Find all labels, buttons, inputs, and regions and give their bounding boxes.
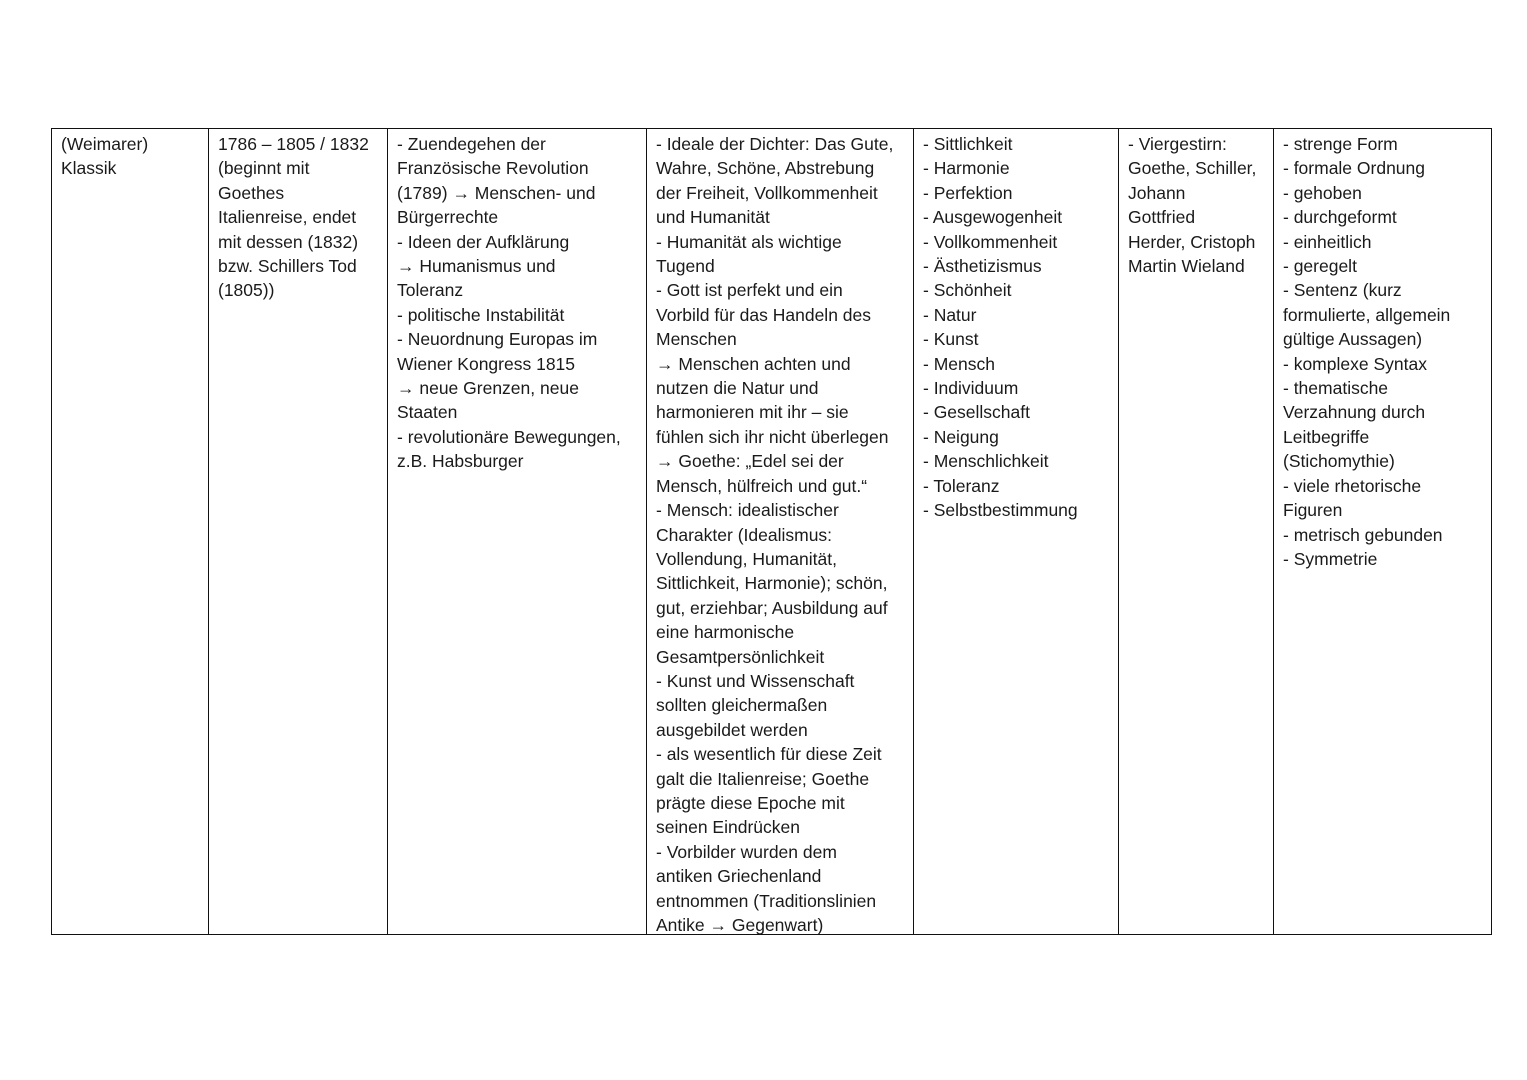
cell-text-line: - Gesellschaft <box>923 402 1030 423</box>
cell-text-line: seinen Eindrücken <box>656 817 800 838</box>
cell-text-line: z.B. Habsburger <box>397 451 524 472</box>
cell-text-line: antiken Griechenland <box>656 866 822 887</box>
cell-text-line: - Menschlichkeit <box>923 451 1049 472</box>
cell-text-line: - Natur <box>923 304 977 325</box>
cell-text-line: nutzen die Natur und <box>656 378 819 399</box>
cell-text-line: - Vollkommenheit <box>923 231 1058 252</box>
cell-text-line: Gesamtpersönlichkeit <box>656 646 825 667</box>
cell-text-line: - Symmetrie <box>1283 548 1378 569</box>
cell-text-line: Französische Revolution <box>397 158 589 179</box>
cell-text-line: - Viergestirn: <box>1128 134 1227 154</box>
cell-text-line: Staaten <box>397 402 458 423</box>
cell-text-line: gut, erziehbar; Ausbildung auf <box>656 597 888 618</box>
cell-text-line: Charakter (Idealismus: <box>656 524 833 545</box>
cell-text-line: - Kunst und Wissenschaft <box>656 670 855 691</box>
cell-text-line: gültige Aussagen) <box>1283 329 1423 350</box>
cell-text-line: - Vorbilder wurden dem <box>656 841 837 862</box>
cell-text-line: - geregelt <box>1283 256 1357 277</box>
cell-text-line: (Stichomythie) <box>1283 451 1395 472</box>
historical-background-cell <box>388 129 647 934</box>
time-period-cell <box>209 129 388 934</box>
cell-text-line: - Kunst <box>923 329 979 350</box>
cell-text-line: Gottfried <box>1128 207 1196 228</box>
cell-text-line: - durchgeformt <box>1283 207 1397 228</box>
cell-text-line: - Harmonie <box>923 158 1010 179</box>
cell-text-line: → Humanismus und <box>397 256 556 277</box>
cell-text-line: bzw. Schillers Tod <box>218 256 357 277</box>
cell-text-line: - Zuendegehen der <box>397 134 546 154</box>
authors-cell <box>1119 129 1274 934</box>
cell-text-line: - thematische <box>1283 378 1389 399</box>
cell-text-line: galt die Italienreise; Goethe <box>656 768 870 789</box>
cell-text-line: - Selbstbestimmung <box>923 500 1078 521</box>
cell-text-line: → Goethe: „Edel sei der <box>656 451 844 472</box>
cell-text-line: Italienreise, endet <box>218 207 357 228</box>
cell-text-line: - Neigung <box>923 426 999 447</box>
cell-text-line: - Individuum <box>923 378 1019 399</box>
cell-text-line: Wahre, Schöne, Abstrebung <box>656 158 875 179</box>
cell-text-line: Mensch, hülfreich und gut.“ <box>656 475 868 496</box>
cell-text-line: Verzahnung durch <box>1283 402 1426 423</box>
cell-text-line: ausgebildet werden <box>656 719 808 740</box>
cell-text-line: - gehoben <box>1283 182 1362 203</box>
worldview-cell <box>647 129 914 934</box>
key-themes-cell <box>914 129 1119 934</box>
cell-text-line: (Weimarer) <box>61 134 149 154</box>
cell-text-line: - Ideale der Dichter: Das Gute, <box>656 134 894 154</box>
cell-text-line: - Toleranz <box>923 475 1000 496</box>
cell-text-line: Tugend <box>656 256 715 277</box>
cell-text-line: - Neuordnung Europas im <box>397 329 598 350</box>
cell-text-line: - einheitlich <box>1283 231 1372 252</box>
epoch-name-cell <box>52 129 209 934</box>
cell-text-line: - Mensch <box>923 353 995 374</box>
cell-text-line: Menschen <box>656 329 737 350</box>
cell-text-line: harmonieren mit ihr – sie <box>656 402 849 423</box>
cell-text-line: → neue Grenzen, neue <box>397 378 579 399</box>
cell-text-line: (1805)) <box>218 280 275 301</box>
cell-text-line: Klassik <box>61 158 117 179</box>
cell-text-line: → Menschen achten und <box>656 353 851 374</box>
cell-text-line: - Ästhetizismus <box>923 256 1042 277</box>
cell-text-line: eine harmonische <box>656 622 795 643</box>
cell-text-line: Antike → Gegenwart) <box>656 915 824 934</box>
cell-text-line: Leitbegriffe <box>1283 426 1370 447</box>
cell-text-line: - Schönheit <box>923 280 1012 301</box>
cell-text-line: Goethe, Schiller, <box>1128 158 1257 179</box>
cell-text-line: Wiener Kongress 1815 <box>397 353 576 374</box>
cell-text-line: Martin Wieland <box>1128 256 1245 277</box>
cell-text-line: Sittlichkeit, Harmonie); schön, <box>656 573 888 594</box>
cell-text-line: fühlen sich ihr nicht überlegen <box>656 426 889 447</box>
cell-text-line: - Sentenz (kurz <box>1283 280 1402 301</box>
stylistic-features-cell <box>1274 129 1491 934</box>
cell-text-line: - revolutionäre Bewegungen, <box>397 426 621 447</box>
cell-text-line: und Humanität <box>656 207 770 228</box>
cell-text-line: formulierte, allgemein <box>1283 304 1451 325</box>
cell-text-line: - Mensch: idealistischer <box>656 500 839 521</box>
cell-text-line: Figuren <box>1283 500 1343 521</box>
cell-text-line: - Humanität als wichtige <box>656 231 842 252</box>
cell-text-line: - Ideen der Aufklärung <box>397 231 570 252</box>
epoch-table <box>51 128 1492 935</box>
cell-text-line: Herder, Cristoph <box>1128 231 1256 252</box>
cell-text-line: - formale Ordnung <box>1283 158 1426 179</box>
cell-text-line: - politische Instabilität <box>397 304 565 325</box>
cell-text-line: - Perfektion <box>923 182 1013 203</box>
cell-text-line: Goethes <box>218 182 285 203</box>
cell-text-line: - als wesentlich für diese Zeit <box>656 744 882 765</box>
cell-text-line: 1786 – 1805 / 1832 <box>218 134 369 154</box>
cell-text-line: (1789) → Menschen- und <box>397 182 596 203</box>
cell-text-line: Vorbild für das Handeln des <box>656 304 871 325</box>
cell-text-line: - viele rhetorische <box>1283 475 1422 496</box>
cell-text-line: - Gott ist perfekt und ein <box>656 280 843 301</box>
cell-text-line: sollten gleichermaßen <box>656 695 828 716</box>
cell-text-line: der Freiheit, Vollkommenheit <box>656 182 878 203</box>
cell-text-line: - komplexe Syntax <box>1283 353 1427 374</box>
cell-text-line: Toleranz <box>397 280 464 301</box>
cell-text-line: - strenge Form <box>1283 134 1398 154</box>
cell-text-line: prägte diese Epoche mit <box>656 792 845 813</box>
cell-text-line: - Ausgewogenheit <box>923 207 1063 228</box>
cell-text-line: mit dessen (1832) <box>218 231 359 252</box>
cell-text-line: Johann <box>1128 182 1186 203</box>
cell-text-line: entnommen (Traditionslinien <box>656 890 877 911</box>
cell-text-line: - metrisch gebunden <box>1283 524 1443 545</box>
cell-text-line: - Sittlichkeit <box>923 134 1013 154</box>
cell-text-line: Bürgerrechte <box>397 207 499 228</box>
cell-text-line: (beginnt mit <box>218 158 310 179</box>
cell-text-line: Vollendung, Humanität, <box>656 548 837 569</box>
